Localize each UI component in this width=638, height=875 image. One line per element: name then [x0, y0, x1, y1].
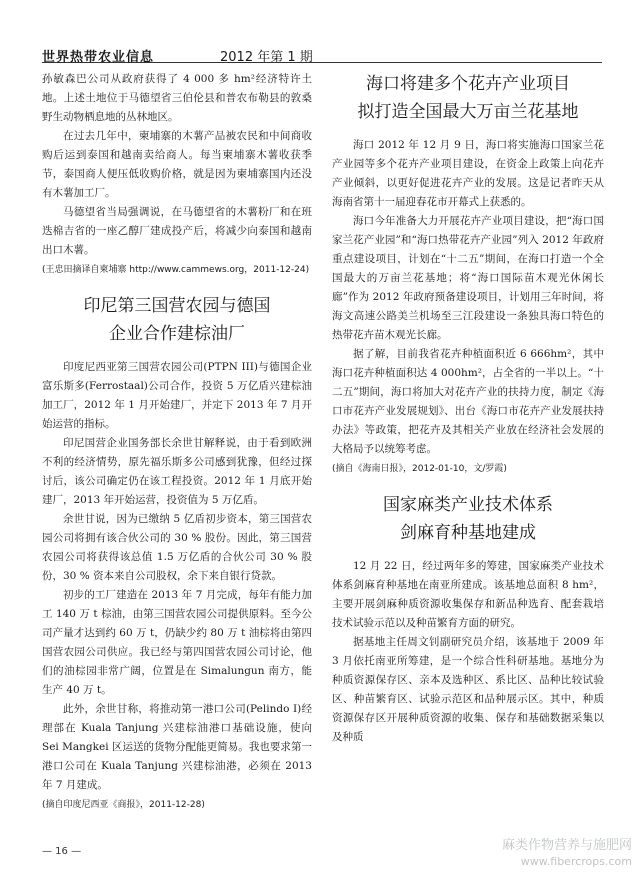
paragraph: 印度尼西亚第三国营农园公司(PTPN III)与德国企业富乐斯多(Ferrostaal)公司合作，投资 5 万亿盾兴建棕油加工厂，2012 年 1 月开始建厂，并定下 2013 年 7 月开始运营的指标。 [42, 361, 312, 430]
paragraph: 海口今年准备大力开展花卉产业项目建设，把“海口国家兰花产业园”和“海口热带花卉产业园”列入 2012 年政府重点建设项目，计划在“十二五”期间，在海口打造一个全国最大的万亩兰花基地；将“海口国际苗木观光休闲长廊”作为 2012 年政府预备建设项目，计划用三年时间，将海文高速公路美兰机场至三江段建设一条独具海口特色的热带花卉苗木观光长廊。 [332, 215, 604, 341]
issue-number: 2012 年第 1 期 [220, 50, 313, 65]
article-title: 印尼第三国营农园与德国 [83, 296, 271, 316]
watermark [502, 838, 632, 870]
article-title: 剑麻育种基地建成 [400, 523, 536, 543]
right-column [332, 70, 604, 747]
left-column [42, 70, 312, 813]
article-title: 海口将建多个花卉产业项目 [366, 74, 570, 94]
watermark-url: www.fibercrops.com [520, 855, 632, 868]
paragraph: 印尼国营企业国务部长余世甘解释说，由于看到欧洲不利的经济情势，原先福乐斯多公司感到犹豫，但经过探讨后，该公司确定仍在该工程投资。2012 年 1 月底开始建厂，2013 年开始运营，投资值为 5 万亿盾。 [42, 437, 312, 506]
article-source: (摘自印度尼西亚《商报》，2011-12-28) [42, 800, 205, 810]
article-title: 企业合作建棕油厂 [109, 324, 245, 344]
paragraph: 初步的工厂建造在 2013 年 7 月完成，每年有能力加工 140 万 t 棕油，由第三国营农园公司提供原料。至今公司产量才达到约 60 万 t，仍缺少约 80 万 t 油棕将由第四国营农园公司供应。我已经与第四国营农园公司讨论，他们的油棕园非常广阔，位置是在 Simalungun 南方，能生产 40 万 t。 [42, 589, 312, 696]
paragraph: 在过去几年中，柬埔寨的木薯产品被农民和中间商收购后运到泰国和越南卖给商人。每当柬埔寨木薯收获季节，泰国商人便压低收购价格，就是因为柬埔寨国内还没有木薯加工厂。 [42, 130, 312, 199]
paragraph: 据基地主任周文钊副研究员介绍，该基地于 2009 年 3 月依托南亚所筹建，是一个综合性科研基地。基地分为种质资源保存区、亲本及选种区、系比区、品种比较试验区、种苗繁育区、试验示范区和品种展示区。其中，种质资源保存区开展种质资源的收集、保存和基础数据采集以及种质 [332, 636, 604, 743]
paragraph: 12 月 22 日，经过两年多的筹建，国家麻类产业技术体系剑麻育种基地在南亚所建成。该基地总面积 8 hm²，主要开展剑麻种质资源收集保存和新品种选育、配套栽培技术试验示范以及种苗繁育方面的研究。 [332, 560, 604, 629]
journal-name: 世界热带农业信息 [42, 50, 155, 65]
page-number: — 16 — [42, 846, 82, 857]
paragraph: 马德望省当局强调说，在马德望省的木薯粉厂和在班迭棉吉省的一座乙醇厂建成投产后，将减少向泰国和越南出口木薯。 [42, 206, 312, 256]
article-source: (摘自《海南日报》，2012-01-10，文/罗霞) [332, 464, 507, 474]
article-source: (王忠田摘译自柬埔寨 http://www.cammews.org，2011-12-24) [42, 265, 310, 275]
paragraph: 余世甘说，因为已缴纳 5 亿盾初步资本，第三国营农园公司将拥有该合伙公司的 30 % 股份。因此，第三国营农园公司将获得该总值 1.5 万亿盾的合伙公司 30 % 股份，30 % 资本来自公司股权，余下来自银行贷款。 [42, 513, 312, 582]
article-title: 拟打造全国最大万亩兰花基地 [357, 102, 579, 122]
paragraph: 据了解，目前我省花卉种植面积近 6 666hm²，其中海口花卉种植面积达 4 000hm²，占全省的一半以上。“十二五”期间，海口将加大对花卉产业的扶持力度，制定《海口市花卉产业发展规划》、出台《海口市花卉产业发展扶持办法》等政策，把花卉及其相关产业放在经济社会发展的大格局予以统筹考虑。 [332, 348, 604, 455]
page-header [42, 10, 602, 63]
paragraph: 孙敏森巴公司从政府获得了 4 000 多 hm²经济特许土地。上述土地位于马德望省三伯伦县和普农布勒县的敦桑野生动物栖息地的丛林地区。 [42, 73, 312, 123]
watermark-line: 麻类作物营养与施肥网 [501, 838, 632, 853]
paragraph: 此外，余世甘称，将推动第一港口公司(Pelindo I)经理部在 Kuala Tanjung 兴建棕油港口基础设施，使向 Sei Mangkei 区运送的货物分配能更简易。我也要求第一港口公司在 Kuala Tanjung 兴建棕油港，必须在 2013 年 7 月建成。 [42, 703, 312, 791]
article-title: 国家麻类产业技术体系 [383, 495, 553, 515]
paragraph: 海口 2012 年 12 月 9 日，海口将实施海口国家兰花产业园等多个花卉产业项目建设，在资金上政策上向花卉产业倾斜，以更好促进花卉产业的发展。这是记者昨天从海南省第十一届迎春花市开幕式上获悉的。 [332, 139, 604, 208]
